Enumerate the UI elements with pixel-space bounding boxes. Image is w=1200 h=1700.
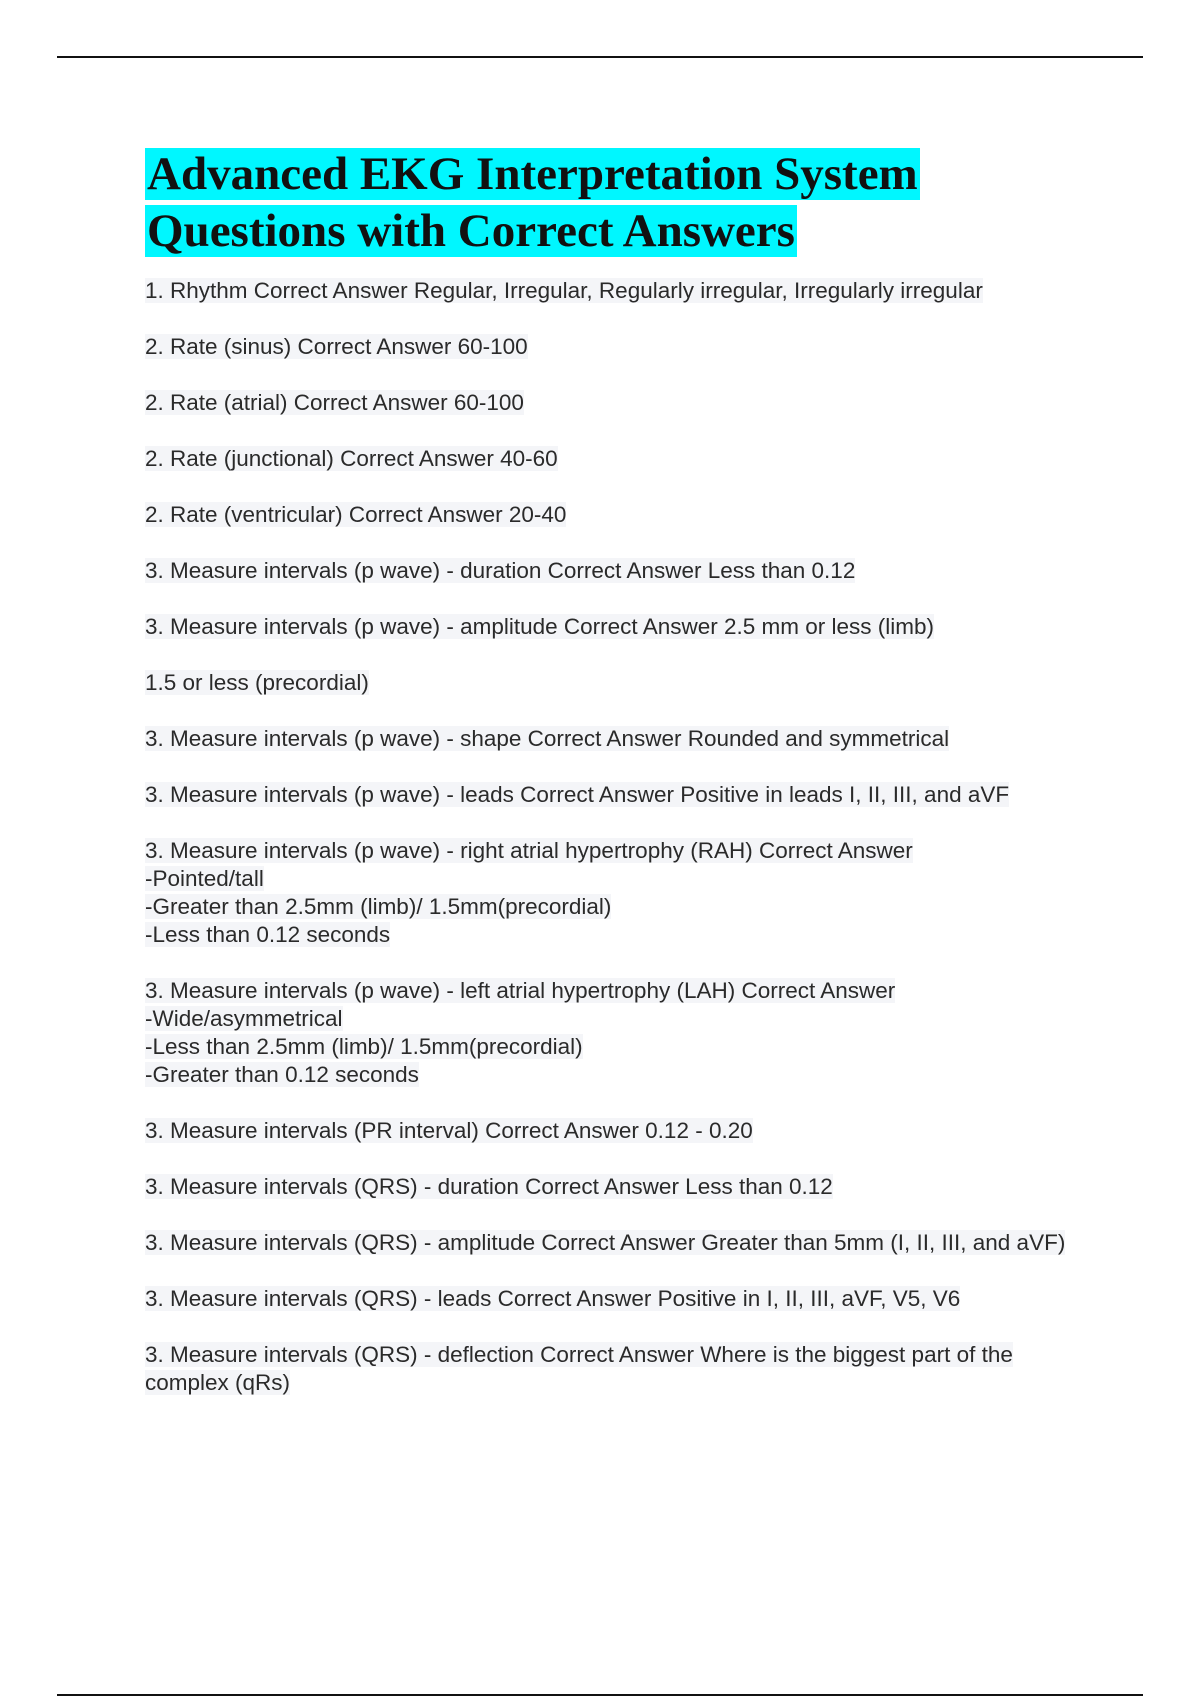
qa-item — [145, 669, 1095, 697]
qa-text: 2. Rate (ventricular) Correct Answer 20-40 — [145, 502, 567, 527]
qa-text: 2. Rate (sinus) Correct Answer 60-100 — [145, 334, 528, 359]
qa-item-lah — [145, 977, 1095, 1089]
document-body — [145, 146, 1095, 1425]
qa-item — [145, 613, 1095, 641]
qa-item — [145, 333, 1095, 361]
qa-text: 3. Measure intervals (p wave) - amplitude Correct Answer 2.5 mm or less (limb) — [145, 614, 934, 639]
qa-text: 3. Measure intervals (QRS) - leads Correct Answer Positive in I, II, III, aVF, V5, V6 — [145, 1286, 961, 1311]
qa-item — [145, 501, 1095, 529]
qa-text: -Greater than 0.12 seconds — [145, 1062, 419, 1087]
qa-text: 1.5 or less (precordial) — [145, 670, 369, 695]
qa-item — [145, 1173, 1095, 1201]
qa-item — [145, 277, 1095, 305]
qa-text: 3. Measure intervals (QRS) - deflection Correct Answer Where is the biggest part of the complex (qRs) — [145, 1342, 1013, 1395]
qa-line — [145, 865, 1095, 893]
qa-line — [145, 921, 1095, 949]
qa-line — [145, 1061, 1095, 1089]
qa-line — [145, 837, 1095, 865]
qa-item-rah — [145, 837, 1095, 949]
qa-item — [145, 725, 1095, 753]
qa-text: 3. Measure intervals (QRS) - amplitude Correct Answer Greater than 5mm (I, II, III, and aVF) — [145, 1230, 1066, 1255]
qa-text: 2. Rate (junctional) Correct Answer 40-60 — [145, 446, 558, 471]
qa-item — [145, 1285, 1095, 1313]
qa-text: 3. Measure intervals (p wave) - leads Correct Answer Positive in leads I, II, III, and aVF — [145, 782, 1010, 807]
qa-text: 3. Measure intervals (p wave) - right atrial hypertrophy (RAH) Correct Answer — [145, 838, 913, 863]
qa-item — [145, 557, 1095, 585]
qa-item — [145, 1341, 1095, 1397]
qa-item — [145, 781, 1095, 809]
qa-item — [145, 1229, 1095, 1257]
title-line-2: Questions with Correct Answers — [147, 205, 795, 257]
qa-text: 3. Measure intervals (p wave) - shape Correct Answer Rounded and symmetrical — [145, 726, 950, 751]
qa-text: -Less than 2.5mm (limb)/ 1.5mm(precordial) — [145, 1034, 583, 1059]
qa-text: 2. Rate (atrial) Correct Answer 60-100 — [145, 390, 524, 415]
title-line-1: Advanced EKG Interpretation System — [147, 148, 918, 200]
qa-text: 3. Measure intervals (PR interval) Correct Answer 0.12 - 0.20 — [145, 1118, 753, 1143]
qa-item — [145, 1117, 1095, 1145]
qa-text: 1. Rhythm Correct Answer Regular, Irregular, Regularly irregular, Irregularly irregular — [145, 278, 983, 303]
qa-text: -Wide/asymmetrical — [145, 1006, 343, 1031]
document-title — [145, 146, 1095, 260]
qa-text: -Greater than 2.5mm (limb)/ 1.5mm(precordial) — [145, 894, 612, 919]
qa-text: 3. Measure intervals (p wave) - left atrial hypertrophy (LAH) Correct Answer — [145, 978, 896, 1003]
qa-text: 3. Measure intervals (p wave) - duration Correct Answer Less than 0.12 — [145, 558, 856, 583]
bottom-rule — [57, 1694, 1143, 1696]
top-rule — [57, 56, 1143, 58]
qa-text: -Pointed/tall — [145, 866, 264, 891]
qa-list — [145, 277, 1095, 1397]
qa-line — [145, 1033, 1095, 1061]
qa-line — [145, 893, 1095, 921]
qa-line — [145, 1005, 1095, 1033]
qa-text: 3. Measure intervals (QRS) - duration Correct Answer Less than 0.12 — [145, 1174, 833, 1199]
qa-text: -Less than 0.12 seconds — [145, 922, 391, 947]
qa-line — [145, 977, 1095, 1005]
qa-item — [145, 445, 1095, 473]
qa-item — [145, 389, 1095, 417]
